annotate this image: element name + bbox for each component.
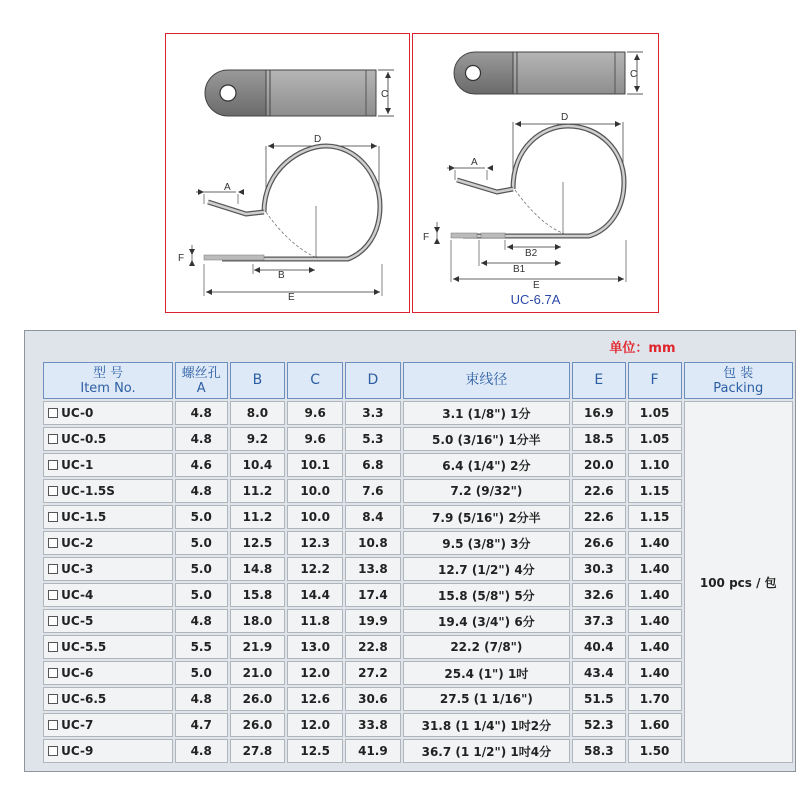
cell-c: 9.6 xyxy=(287,401,343,425)
cell-bundle: 22.2 (7/8") xyxy=(403,635,570,659)
cell-d: 8.4 xyxy=(345,505,401,529)
cell-d: 33.8 xyxy=(345,713,401,737)
table-row xyxy=(27,505,793,529)
item-number: UC-0.5 xyxy=(61,432,107,446)
row-select-checkbox[interactable] xyxy=(48,408,58,418)
cell-bundle: 36.7 (1 1/2") 1吋4分 xyxy=(403,739,570,763)
item-number: UC-3 xyxy=(61,562,94,576)
cell-bundle: 3.1 (1/8") 1分 xyxy=(403,401,570,425)
row-select-checkbox[interactable] xyxy=(48,720,58,730)
item-number: UC-7 xyxy=(61,718,94,732)
header-row xyxy=(27,362,793,399)
clip-top-view xyxy=(454,52,643,94)
clip-drawing-uc-6-7a xyxy=(413,34,660,294)
cell-f: 1.15 xyxy=(628,479,682,503)
dim-label-d: D xyxy=(561,112,569,123)
dim-label-a: A xyxy=(471,157,478,168)
cell-d: 6.8 xyxy=(345,453,401,477)
header-e: E xyxy=(572,362,626,399)
cell-f: 1.40 xyxy=(628,609,682,633)
row-select-checkbox[interactable] xyxy=(48,746,58,756)
cell-f: 1.60 xyxy=(628,713,682,737)
cell-bundle: 5.0 (3/16") 1分半 xyxy=(403,427,570,451)
dim-label-e: E xyxy=(533,280,540,291)
item-number: UC-1.5 xyxy=(61,510,107,524)
clip-side-view xyxy=(423,112,626,291)
cell-bundle: 15.8 (5/8") 5分 xyxy=(403,583,570,607)
cell-f: 1.10 xyxy=(628,453,682,477)
cell-c: 9.6 xyxy=(287,427,343,451)
cell-a: 5.5 xyxy=(175,635,228,659)
dim-label-f: F xyxy=(423,232,430,243)
cell-b: 26.0 xyxy=(230,687,286,711)
cell-c: 14.4 xyxy=(287,583,343,607)
dim-label-b1: B1 xyxy=(513,264,526,275)
cell-a: 4.8 xyxy=(175,427,228,451)
cell-model xyxy=(43,661,173,685)
row-select-checkbox[interactable] xyxy=(48,434,58,444)
cell-d: 19.9 xyxy=(345,609,401,633)
cell-c: 12.2 xyxy=(287,557,343,581)
cell-bundle: 7.2 (9/32") xyxy=(403,479,570,503)
table-row xyxy=(27,739,793,763)
cell-d: 22.8 xyxy=(345,635,401,659)
drawing-panel-standard xyxy=(165,33,410,313)
item-number: UC-0 xyxy=(61,406,94,420)
cell-c: 10.1 xyxy=(287,453,343,477)
dim-label-c: C xyxy=(381,89,389,100)
row-select-checkbox[interactable] xyxy=(48,564,58,574)
cell-bundle: 27.5 (1 1/16") xyxy=(403,687,570,711)
cell-c: 11.8 xyxy=(287,609,343,633)
spec-table-container xyxy=(24,330,796,772)
table-row xyxy=(27,453,793,477)
cell-model xyxy=(43,609,173,633)
cell-c: 10.0 xyxy=(287,479,343,503)
dim-label-b2: B2 xyxy=(525,248,538,259)
cell-d: 41.9 xyxy=(345,739,401,763)
item-number: UC-6.5 xyxy=(61,692,107,706)
cell-d: 3.3 xyxy=(345,401,401,425)
header-packing-cn: 包 装 xyxy=(723,365,754,381)
header-model-cn: 型 号 xyxy=(92,365,124,381)
cell-c: 13.0 xyxy=(287,635,343,659)
cell-packing: 100 pcs / 包 xyxy=(684,401,794,763)
cell-d: 17.4 xyxy=(345,583,401,607)
cell-d: 27.2 xyxy=(345,661,401,685)
header-a-en: A xyxy=(196,380,206,396)
header-b: B xyxy=(230,362,286,399)
cell-e: 30.3 xyxy=(572,557,626,581)
cell-b: 26.0 xyxy=(230,713,286,737)
header-model xyxy=(43,362,173,399)
cell-b: 11.2 xyxy=(230,479,286,503)
cell-model xyxy=(43,739,173,763)
cell-d: 5.3 xyxy=(345,427,401,451)
table-row xyxy=(27,635,793,659)
dim-label-a: A xyxy=(224,182,231,193)
cell-f: 1.50 xyxy=(628,739,682,763)
cell-model xyxy=(43,479,173,503)
dim-label-b: B xyxy=(278,270,285,281)
header-packing-en: Packing xyxy=(713,380,764,396)
table-row xyxy=(27,609,793,633)
cell-f: 1.05 xyxy=(628,401,682,425)
clip-drawing-standard xyxy=(166,34,411,314)
cell-a: 5.0 xyxy=(175,661,228,685)
header-d: D xyxy=(345,362,401,399)
header-bundle: 束线径 xyxy=(403,362,570,399)
cell-b: 27.8 xyxy=(230,739,286,763)
table-row xyxy=(27,583,793,607)
cell-f: 1.40 xyxy=(628,531,682,555)
cell-b: 11.2 xyxy=(230,505,286,529)
dim-label-d: D xyxy=(314,134,322,145)
table-row xyxy=(27,531,793,555)
cell-c: 12.3 xyxy=(287,531,343,555)
cell-b: 21.0 xyxy=(230,661,286,685)
cell-c: 10.0 xyxy=(287,505,343,529)
cell-e: 18.5 xyxy=(572,427,626,451)
item-number: UC-1.5S xyxy=(61,484,115,498)
row-select-checkbox[interactable] xyxy=(48,460,58,470)
cell-d: 30.6 xyxy=(345,687,401,711)
cell-model xyxy=(43,583,173,607)
cell-model xyxy=(43,557,173,581)
cell-c: 12.5 xyxy=(287,739,343,763)
cell-e: 58.3 xyxy=(572,739,626,763)
cell-a: 4.6 xyxy=(175,453,228,477)
spec-table xyxy=(25,331,795,765)
cell-c: 12.0 xyxy=(287,713,343,737)
row-select-checkbox[interactable] xyxy=(48,642,58,652)
product-drawings xyxy=(165,33,659,313)
cell-d: 13.8 xyxy=(345,557,401,581)
cell-d: 10.8 xyxy=(345,531,401,555)
table-row xyxy=(27,713,793,737)
cell-a: 5.0 xyxy=(175,505,228,529)
table-row xyxy=(27,479,793,503)
clip-top-view xyxy=(205,70,394,116)
cell-bundle: 31.8 (1 1/4") 1吋2分 xyxy=(403,713,570,737)
cell-a: 5.0 xyxy=(175,583,228,607)
cell-c: 12.6 xyxy=(287,687,343,711)
clip-side-view xyxy=(178,134,382,303)
screw-hole xyxy=(466,66,481,81)
cell-a: 4.8 xyxy=(175,739,228,763)
row-select-checkbox[interactable] xyxy=(48,486,58,496)
cell-b: 12.5 xyxy=(230,531,286,555)
header-f: F xyxy=(628,362,682,399)
cell-f: 1.40 xyxy=(628,661,682,685)
table-row xyxy=(27,401,793,425)
row-select-checkbox[interactable] xyxy=(48,590,58,600)
cell-model xyxy=(43,401,173,425)
cell-e: 22.6 xyxy=(572,505,626,529)
item-number: UC-2 xyxy=(61,536,94,550)
header-packing xyxy=(684,362,794,399)
dim-label-f: F xyxy=(178,253,185,264)
cell-b: 15.8 xyxy=(230,583,286,607)
cell-a: 5.0 xyxy=(175,531,228,555)
cell-a: 5.0 xyxy=(175,557,228,581)
row-select-checkbox[interactable] xyxy=(48,694,58,704)
cell-e: 43.4 xyxy=(572,661,626,685)
cell-b: 8.0 xyxy=(230,401,286,425)
row-select-checkbox[interactable] xyxy=(48,616,58,626)
cell-bundle: 9.5 (3/8") 3分 xyxy=(403,531,570,555)
cell-model xyxy=(43,505,173,529)
cell-e: 32.6 xyxy=(572,583,626,607)
cell-bundle: 25.4 (1") 1吋 xyxy=(403,661,570,685)
header-c: C xyxy=(287,362,343,399)
cell-bundle: 7.9 (5/16") 2分半 xyxy=(403,505,570,529)
cell-f: 1.15 xyxy=(628,505,682,529)
cell-model xyxy=(43,687,173,711)
cell-e: 22.6 xyxy=(572,479,626,503)
cell-d: 7.6 xyxy=(345,479,401,503)
item-number: UC-9 xyxy=(61,744,94,758)
cell-e: 20.0 xyxy=(572,453,626,477)
cell-model xyxy=(43,427,173,451)
cell-a: 4.8 xyxy=(175,687,228,711)
row-select-checkbox[interactable] xyxy=(48,512,58,522)
dim-label-c: C xyxy=(630,69,638,80)
cell-a: 4.8 xyxy=(175,609,228,633)
cell-e: 37.3 xyxy=(572,609,626,633)
cell-e: 16.9 xyxy=(572,401,626,425)
cell-e: 40.4 xyxy=(572,635,626,659)
cell-b: 14.8 xyxy=(230,557,286,581)
table-row xyxy=(27,661,793,685)
table-row xyxy=(27,427,793,451)
item-number: UC-1 xyxy=(61,458,94,472)
cell-f: 1.40 xyxy=(628,557,682,581)
cell-bundle: 19.4 (3/4") 6分 xyxy=(403,609,570,633)
item-number: UC-5 xyxy=(61,614,94,628)
cell-b: 21.9 xyxy=(230,635,286,659)
cell-a: 4.8 xyxy=(175,401,228,425)
header-model-en: Item No. xyxy=(80,380,136,396)
table-row xyxy=(27,687,793,711)
unit-label: 单位：mm xyxy=(27,333,682,360)
cell-a: 4.8 xyxy=(175,479,228,503)
cell-e: 26.6 xyxy=(572,531,626,555)
cell-f: 1.40 xyxy=(628,583,682,607)
cell-e: 51.5 xyxy=(572,687,626,711)
cell-e: 52.3 xyxy=(572,713,626,737)
row-select-checkbox[interactable] xyxy=(48,538,58,548)
cell-a: 4.7 xyxy=(175,713,228,737)
cell-model xyxy=(43,453,173,477)
cell-f: 1.70 xyxy=(628,687,682,711)
cell-model xyxy=(43,531,173,555)
cell-model xyxy=(43,635,173,659)
table-row xyxy=(27,557,793,581)
cell-b: 9.2 xyxy=(230,427,286,451)
screw-hole xyxy=(220,85,236,101)
item-number: UC-6 xyxy=(61,666,94,680)
header-a-cn: 螺丝孔 xyxy=(181,365,221,381)
cell-f: 1.05 xyxy=(628,427,682,451)
item-number: UC-5.5 xyxy=(61,640,107,654)
dim-label-e: E xyxy=(288,292,295,303)
item-number: UC-4 xyxy=(61,588,94,602)
row-select-checkbox[interactable] xyxy=(48,668,58,678)
header-a xyxy=(175,362,228,399)
unit-row xyxy=(27,333,793,360)
cell-c: 12.0 xyxy=(287,661,343,685)
cell-model xyxy=(43,713,173,737)
cell-bundle: 12.7 (1/2") 4分 xyxy=(403,557,570,581)
cell-bundle: 6.4 (1/4") 2分 xyxy=(403,453,570,477)
cell-b: 18.0 xyxy=(230,609,286,633)
drawing-panel-uc-6-7a xyxy=(412,33,659,313)
cell-b: 10.4 xyxy=(230,453,286,477)
cell-f: 1.40 xyxy=(628,635,682,659)
drawing-caption: UC-6.7A xyxy=(510,292,561,307)
